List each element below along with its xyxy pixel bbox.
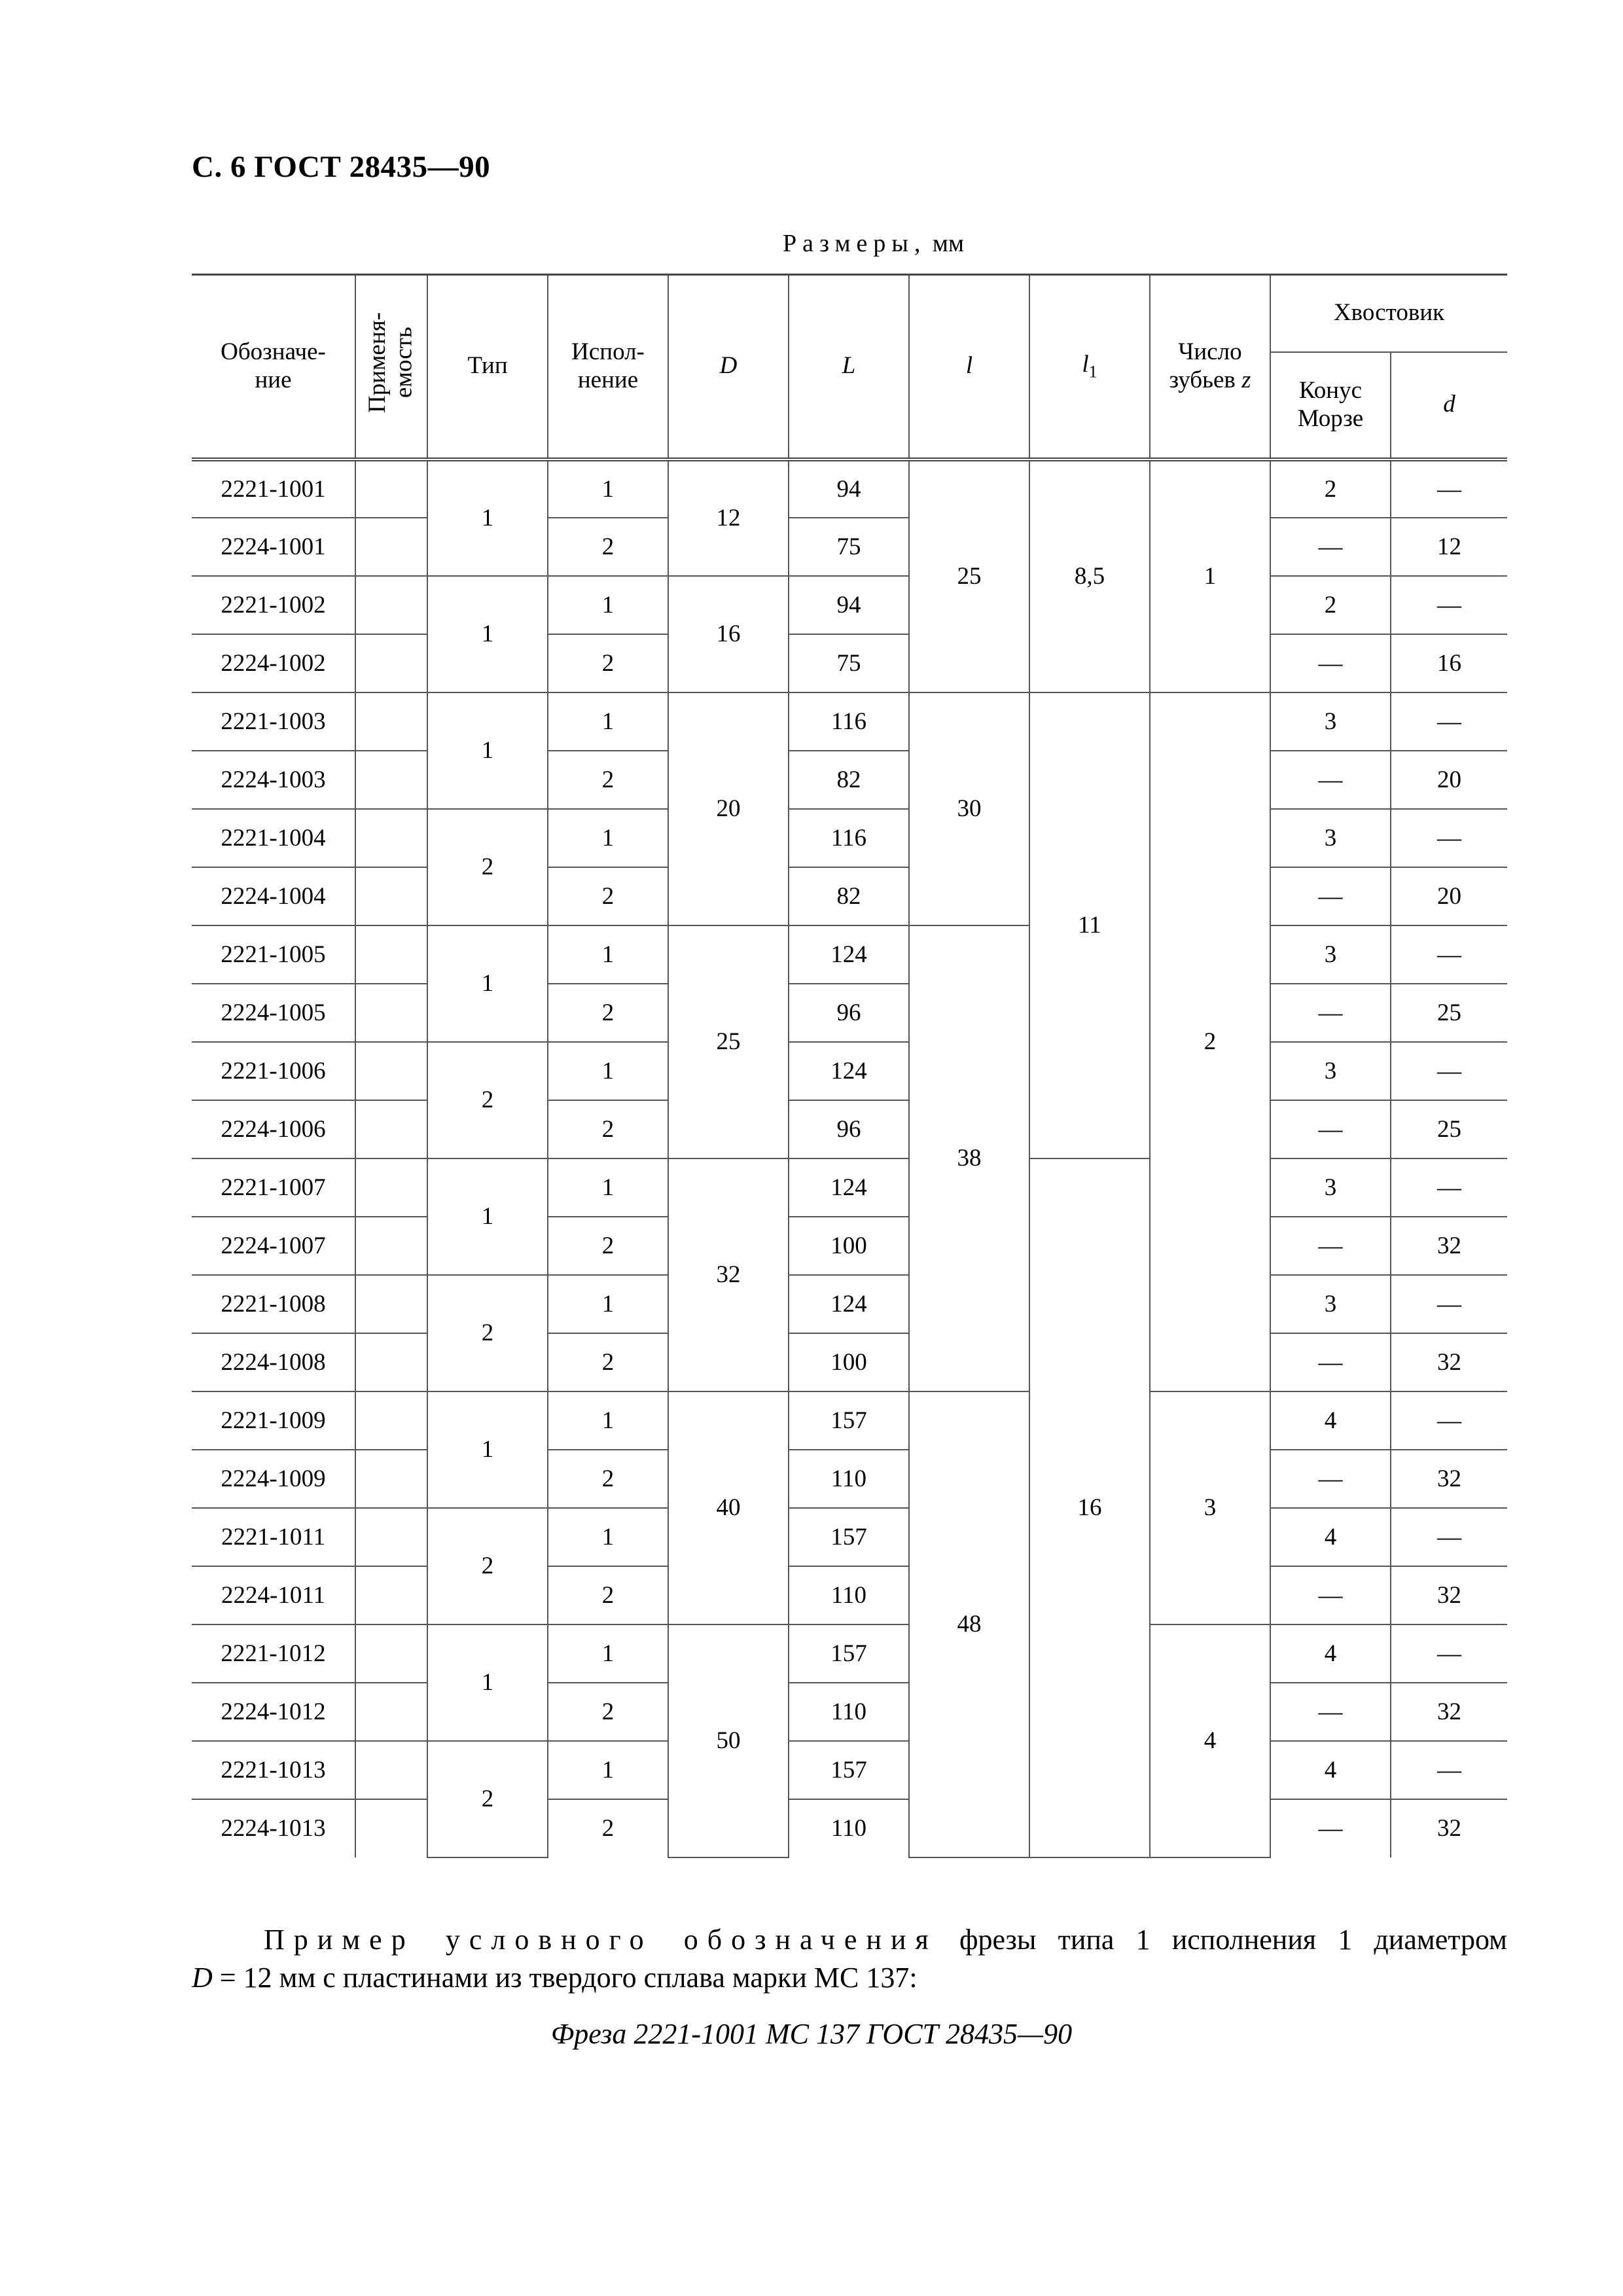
cell-teeth: 2 [1150,692,1270,1391]
cell-L: 110 [789,1450,909,1508]
cell-applicability [355,634,427,692]
cell-l1: 11 [1029,692,1150,1158]
header-l: l [909,275,1029,459]
header-l1: $l_1$ [1029,275,1150,459]
header-teeth-count: Число зубьев z [1150,275,1270,459]
cell-type: 2 [427,1508,548,1624]
cell-morse: 2 [1270,459,1391,518]
cell-type: 2 [427,1741,548,1857]
cell-d: — [1391,692,1507,751]
cell-applicability [355,1741,427,1799]
dimensions-caption [783,229,964,258]
cell-execution: 1 [548,925,668,984]
cell-d: — [1391,1741,1507,1799]
cell-designation: 2221-1005 [192,925,355,984]
cell-designation: 2221-1003 [192,692,355,751]
table-row [192,809,1507,867]
cell-morse: 3 [1270,809,1391,867]
cell-d: 25 [1391,984,1507,1042]
cell-d: — [1391,1624,1507,1683]
header-D: D [668,275,789,459]
cell-L: 94 [789,576,909,634]
cell-d: 12 [1391,518,1507,576]
cell-applicability [355,1799,427,1857]
cell-designation: 2224-1004 [192,867,355,925]
cell-applicability [355,459,427,518]
cell-d: 16 [1391,634,1507,692]
cell-D: 20 [668,692,789,925]
table-row [192,1042,1507,1100]
cell-l: 25 [909,459,1029,692]
table-body [192,459,1507,1857]
table-row [192,576,1507,634]
cell-execution: 2 [548,1799,668,1857]
cell-l1: 8,5 [1029,459,1150,692]
cell-d: — [1391,1275,1507,1333]
cell-l: 38 [909,925,1029,1391]
cell-L: 124 [789,1158,909,1217]
cell-L: 116 [789,809,909,867]
cell-morse: — [1270,1333,1391,1391]
cell-L: 100 [789,1217,909,1275]
cell-morse: — [1270,1217,1391,1275]
cell-execution: 2 [548,634,668,692]
cell-execution: 1 [548,1624,668,1683]
table-row [192,1624,1507,1683]
cell-L: 157 [789,1624,909,1683]
cell-applicability [355,809,427,867]
table-row [192,751,1507,809]
table-row [192,1217,1507,1275]
cell-type: 2 [427,809,548,925]
cell-d: 20 [1391,867,1507,925]
cell-L: 157 [789,1741,909,1799]
dimensions-caption-unit: мм [932,230,965,257]
header-L: L [789,275,909,459]
cell-morse: — [1270,1683,1391,1741]
cell-morse: 4 [1270,1508,1391,1566]
cell-designation: 2224-1005 [192,984,355,1042]
table-row [192,634,1507,692]
cell-execution: 2 [548,1333,668,1391]
cell-designation: 2224-1009 [192,1450,355,1508]
cell-designation: 2224-1002 [192,634,355,692]
table-row [192,1391,1507,1450]
cell-teeth: 4 [1150,1624,1270,1857]
cell-applicability [355,1333,427,1391]
header-designation: Обозначе- ние [192,275,355,459]
cell-applicability [355,1217,427,1275]
cell-applicability [355,692,427,751]
cell-execution: 1 [548,459,668,518]
example-line-2: D = 12 мм с пластинами из твердого сплава марки МС 137: [192,1962,918,1994]
cell-d: 32 [1391,1333,1507,1391]
cell-morse: 3 [1270,1042,1391,1100]
cell-D: 50 [668,1624,789,1857]
cell-applicability [355,1508,427,1566]
cell-execution: 2 [548,984,668,1042]
table-row [192,867,1507,925]
dimensions-table [192,274,1507,1858]
cell-d: 32 [1391,1217,1507,1275]
cell-type: 1 [427,1158,548,1275]
cell-d: 32 [1391,1799,1507,1857]
cell-applicability [355,984,427,1042]
cell-type: 2 [427,1042,548,1158]
cell-applicability [355,1100,427,1158]
table-row [192,518,1507,576]
cell-designation: 2221-1002 [192,576,355,634]
dimensions-caption-label: Размеры, [783,230,927,257]
cell-designation: 2221-1001 [192,459,355,518]
cell-D: 25 [668,925,789,1158]
table-row [192,1275,1507,1333]
cell-applicability [355,576,427,634]
cell-designation: 2221-1009 [192,1391,355,1450]
cell-morse: 3 [1270,692,1391,751]
cell-L: 110 [789,1683,909,1741]
cell-execution: 2 [548,518,668,576]
cell-morse: 3 [1270,925,1391,984]
cell-L: 94 [789,459,909,518]
table-row [192,1333,1507,1391]
cell-morse: 4 [1270,1624,1391,1683]
cell-L: 96 [789,984,909,1042]
cell-morse: 3 [1270,1275,1391,1333]
cell-D: 16 [668,576,789,692]
header-applicability: Применя- емость [355,275,427,459]
cell-L: 116 [789,692,909,751]
cell-d: — [1391,925,1507,984]
cell-designation: 2221-1007 [192,1158,355,1217]
cell-execution: 1 [548,809,668,867]
cell-type: 1 [427,1391,548,1508]
table-row [192,692,1507,751]
cell-designation: 2224-1001 [192,518,355,576]
cell-designation: 2221-1012 [192,1624,355,1683]
cell-applicability [355,867,427,925]
cell-L: 110 [789,1799,909,1857]
cell-type: 1 [427,1624,548,1741]
cell-d: — [1391,1508,1507,1566]
cell-L: 96 [789,1100,909,1158]
header-type: Тип [427,275,548,459]
cell-designation: 2221-1013 [192,1741,355,1799]
cell-d: — [1391,576,1507,634]
table-row [192,1683,1507,1741]
cell-type: 1 [427,925,548,1042]
cell-execution: 1 [548,1158,668,1217]
cell-morse: 3 [1270,1158,1391,1217]
example-line-1 [192,1921,1507,1959]
cell-d: — [1391,809,1507,867]
cell-L: 75 [789,634,909,692]
cell-applicability [355,1042,427,1100]
cell-L: 157 [789,1391,909,1450]
cell-morse: — [1270,1450,1391,1508]
cell-L: 75 [789,518,909,576]
header-shank-d: d [1391,352,1507,459]
cell-teeth: 3 [1150,1391,1270,1624]
cell-designation: 2224-1012 [192,1683,355,1741]
cell-execution: 1 [548,1508,668,1566]
cell-d: — [1391,1158,1507,1217]
table-row [192,1741,1507,1799]
cell-applicability [355,1391,427,1450]
cell-designation: 2221-1008 [192,1275,355,1333]
table-row [192,459,1507,518]
cell-execution: 2 [548,867,668,925]
cell-type: 1 [427,576,548,692]
table-row [192,1508,1507,1566]
table-row [192,1100,1507,1158]
cell-applicability [355,1450,427,1508]
cell-designation: 2224-1006 [192,1100,355,1158]
cell-designation: 2224-1007 [192,1217,355,1275]
cell-designation: 2224-1011 [192,1566,355,1624]
cell-L: 110 [789,1566,909,1624]
cell-L: 124 [789,1275,909,1333]
cell-morse: 2 [1270,576,1391,634]
cell-L: 124 [789,1042,909,1100]
cell-L: 157 [789,1508,909,1566]
cell-type: 1 [427,692,548,809]
cell-execution: 1 [548,1042,668,1100]
cell-d: 32 [1391,1683,1507,1741]
cell-applicability [355,1566,427,1624]
cell-L: 124 [789,925,909,984]
cell-morse: — [1270,518,1391,576]
cell-L: 82 [789,751,909,809]
cell-applicability [355,1683,427,1741]
cell-morse: — [1270,1100,1391,1158]
table-row [192,984,1507,1042]
cell-d: 20 [1391,751,1507,809]
cell-designation: 2221-1004 [192,809,355,867]
header-morse-taper: Конус Морзе [1270,352,1391,459]
cell-morse: — [1270,1799,1391,1857]
header-shank: Хвостовик [1270,275,1507,352]
cell-teeth: 1 [1150,459,1270,692]
cell-execution: 1 [548,1391,668,1450]
cell-execution: 1 [548,692,668,751]
cell-morse: 4 [1270,1741,1391,1799]
cell-D: 32 [668,1158,789,1391]
cell-type: 2 [427,1275,548,1391]
cell-morse: 4 [1270,1391,1391,1450]
cell-morse: — [1270,984,1391,1042]
header-execution: Испол- нение [548,275,668,459]
cell-execution: 2 [548,1450,668,1508]
cell-morse: — [1270,634,1391,692]
cell-designation: 2224-1003 [192,751,355,809]
cell-L: 100 [789,1333,909,1391]
cell-execution: 2 [548,1100,668,1158]
cell-morse: — [1270,751,1391,809]
example-rest: фрезы типа 1 исполнения 1 диаметром [959,1924,1507,1956]
designation-example: Фреза 2221-1001 МС 137 ГОСТ 28435—90 [550,2018,1073,2050]
cell-designation: 2224-1008 [192,1333,355,1391]
cell-morse: — [1270,867,1391,925]
cell-designation: 2221-1006 [192,1042,355,1100]
table-row [192,925,1507,984]
cell-execution: 2 [548,1683,668,1741]
cell-d: 25 [1391,1100,1507,1158]
cell-execution: 1 [548,576,668,634]
cell-applicability [355,1275,427,1333]
cell-D: 12 [668,459,789,576]
example-paragraph [192,1921,1507,1997]
table-row [192,1450,1507,1508]
cell-applicability [355,751,427,809]
cell-execution: 2 [548,751,668,809]
cell-l: 48 [909,1391,1029,1857]
cell-applicability [355,925,427,984]
cell-execution: 1 [548,1741,668,1799]
cell-d: — [1391,1391,1507,1450]
cell-d: — [1391,459,1507,518]
cell-l: 30 [909,692,1029,925]
table-row [192,1799,1507,1857]
cell-applicability [355,518,427,576]
cell-type: 1 [427,459,548,576]
cell-applicability [355,1624,427,1683]
cell-d: 32 [1391,1566,1507,1624]
cell-designation: 2221-1011 [192,1508,355,1566]
cell-execution: 2 [548,1217,668,1275]
cell-d: 32 [1391,1450,1507,1508]
cell-designation: 2224-1013 [192,1799,355,1857]
cell-D: 40 [668,1391,789,1624]
example-lead: Пример условного обозначения [264,1924,938,1956]
cell-execution: 2 [548,1566,668,1624]
cell-d: — [1391,1042,1507,1100]
cell-L: 82 [789,867,909,925]
cell-l1: 16 [1029,1158,1150,1857]
cell-morse: — [1270,1566,1391,1624]
table-row [192,1566,1507,1624]
table-row [192,1158,1507,1217]
cell-execution: 1 [548,1275,668,1333]
page-header: С. 6 ГОСТ 28435—90 [192,150,491,184]
cell-applicability [355,1158,427,1217]
